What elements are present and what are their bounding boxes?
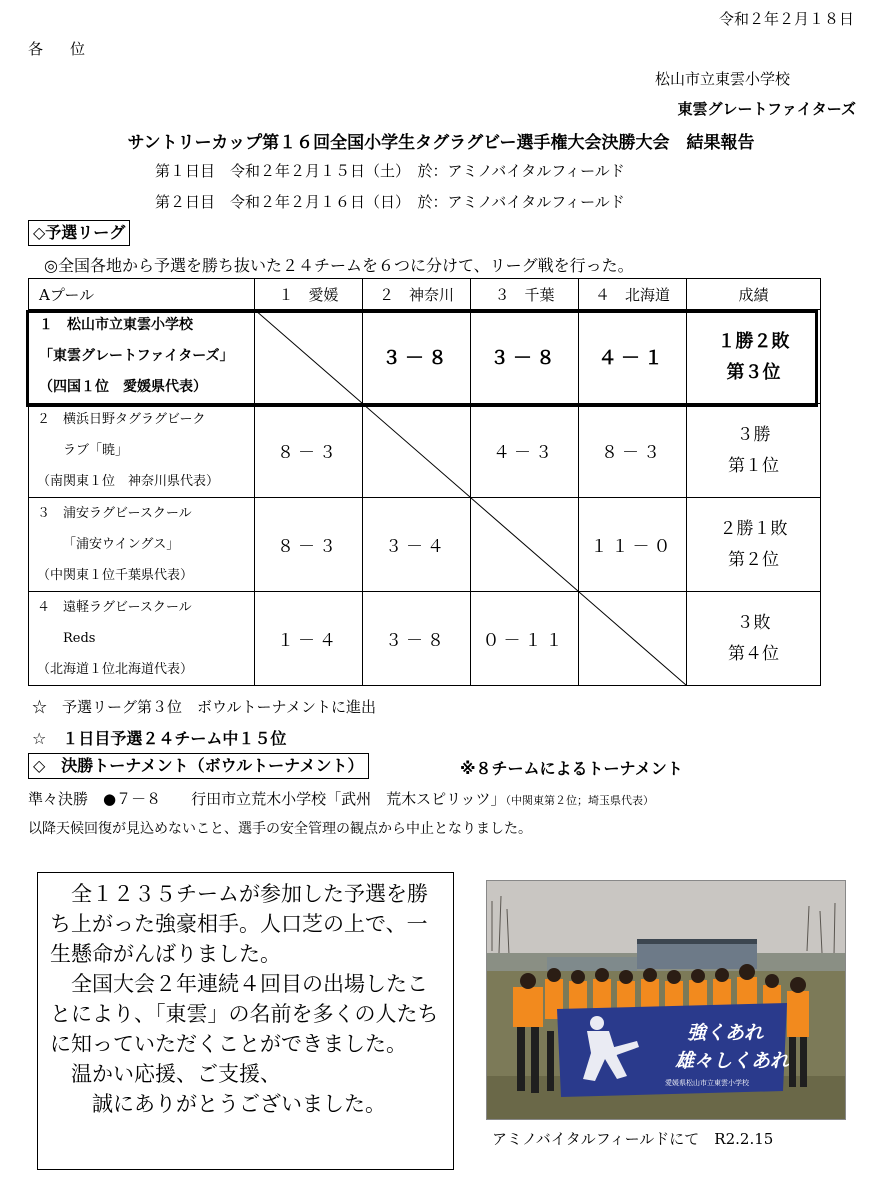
score-cell: ４－３: [471, 404, 579, 498]
header-pool: Aプール: [29, 279, 255, 310]
result-rank: 第４位: [728, 643, 779, 664]
thanks-message-box: [37, 872, 454, 1170]
score-cell: ３－４: [363, 498, 471, 592]
result-rank: 第２位: [728, 549, 779, 570]
league-table: [28, 278, 821, 686]
score-cell: ８－３: [579, 404, 687, 498]
score-cell: ３－８: [471, 310, 579, 404]
team-photo-illustration: [487, 881, 845, 1119]
diagonal-cell: [579, 592, 687, 686]
score-cell: ３－８: [363, 310, 471, 404]
score-cell: ４－１: [579, 310, 687, 404]
message-paragraph: 全国大会２年連続４回目の出場したことにより、「東雲」の名前を多くの人たちに知っていただくことができました。: [50, 972, 439, 1056]
photo-caption: アミノバイタルフィールドにて R2.2.15: [492, 1130, 774, 1148]
score-cell: ０－１１: [471, 592, 579, 686]
header-team-2: ２ 神奈川: [363, 279, 471, 310]
schedule-day-1: 第１日目 令和２年２月１５日（土） 於：アミノバイタルフィールド: [155, 162, 625, 180]
team-nickname: ラブ「暁」: [63, 443, 129, 458]
team-region: （北海道１位北海道代表）: [37, 662, 194, 677]
team-name: ３ 浦安ラグビースクール: [37, 506, 192, 521]
team-name: ２ 横浜日野タグラグビーク: [37, 412, 206, 427]
result-cell: [687, 498, 821, 592]
bowl-advance-note: ☆ 予選リーグ第３位 ボウルトーナメントに進出: [32, 698, 376, 716]
score-cell: ８－３: [255, 404, 363, 498]
table-header-row: [29, 279, 821, 310]
result-rank: 第３位: [726, 361, 781, 383]
score-cell: １－４: [255, 592, 363, 686]
message-paragraph: 誠にありがとうございました。: [50, 1092, 386, 1116]
team-photo: [486, 880, 846, 1120]
table-row: [29, 498, 821, 592]
result-record: １勝２敗: [717, 330, 790, 352]
result-record: ２勝１敗: [719, 518, 788, 539]
diagonal-cell: [255, 310, 363, 404]
quarterfinal-detail: （中関東第２位；埼玉県代表）: [505, 794, 654, 807]
result-record: ３敗: [736, 612, 771, 633]
score-cell: ８－３: [255, 498, 363, 592]
prelim-description: ◎全国各地から予選を勝ち抜いた２４チームを６つに分けて、リーグ戦を行った。: [44, 256, 634, 275]
banner-line-2: 雄々しくあれ: [675, 1050, 790, 1072]
team-name: ４ 遠軽ラグビースクール: [37, 600, 192, 615]
cancellation-note: 以降天候回復が見込めないこと、選手の安全管理の観点から中止となりました。: [28, 821, 532, 837]
team-nickname: 「東雲グレートファイターズ」: [39, 348, 234, 364]
team-region: （中関東１位千葉県代表）: [37, 568, 194, 583]
report-title: サントリーカップ第１６回全国小学生タグラグビー選手権大会決勝大会 結果報告: [127, 133, 755, 153]
result-record: ３勝: [736, 424, 771, 445]
result-cell: [687, 310, 821, 404]
team-region: （四国１位 愛媛県代表）: [39, 379, 207, 395]
table-row: [29, 592, 821, 686]
final-tournament-heading: ◇ 決勝トーナメント（ボウルトーナメント）: [28, 753, 369, 779]
header-team-4: ４ 北海道: [579, 279, 687, 310]
diagonal-cell: [363, 404, 471, 498]
day1-rank-note: ☆ １日目予選２４チーム中１５位: [32, 729, 287, 748]
table-row: [29, 404, 821, 498]
prelim-heading: ◇予選リーグ: [28, 220, 130, 246]
schedule-day-2: 第２日目 令和２年２月１６日（日） 於：アミノバイタルフィールド: [155, 193, 625, 211]
sender-school: 松山市立東雲小学校: [654, 70, 790, 88]
header-result: 成績: [687, 279, 821, 310]
result-rank: 第１位: [728, 455, 779, 476]
quarterfinal-main: 準々決勝 ●７－８ 行田市立荒木小学校「武州 荒木スピリッツ」: [28, 790, 506, 808]
score-cell: １１－０: [579, 498, 687, 592]
message-paragraph: 全１２３５チームが参加した予選を勝ち上がった強豪相手。人口芝の上で、一生懸命がんばりました。: [50, 882, 428, 966]
team-cell: [29, 404, 255, 498]
result-cell: [687, 404, 821, 498]
banner-small-text: 愛媛県松山市立東雲小学校: [665, 1079, 749, 1087]
quarterfinal-result: [28, 788, 654, 809]
team-cell: [29, 592, 255, 686]
final-tournament-note: ※８チームによるトーナメント: [460, 759, 683, 778]
team-cell: [29, 498, 255, 592]
team-nickname: Reds: [63, 631, 96, 646]
team-name: １ 松山市立東雲小学校: [39, 317, 193, 333]
header-team-3: ３ 千葉: [471, 279, 579, 310]
table-row: [29, 310, 821, 404]
result-cell: [687, 592, 821, 686]
sender-team: 東雲グレートファイターズ: [677, 100, 856, 118]
team-nickname: 「浦安ウイングス」: [63, 537, 180, 552]
score-cell: ３－８: [363, 592, 471, 686]
team-cell: [29, 310, 255, 404]
document-date: 令和２年２月１８日: [718, 10, 854, 28]
banner-line-1: 強くあれ: [687, 1022, 764, 1044]
message-paragraph: 温かい応援、ご支援、: [50, 1062, 281, 1086]
team-region: （南関東１位 神奈川県代表）: [37, 474, 220, 489]
addressee: 各 位: [28, 40, 92, 58]
header-team-1: １ 愛媛: [255, 279, 363, 310]
diagonal-cell: [471, 498, 579, 592]
